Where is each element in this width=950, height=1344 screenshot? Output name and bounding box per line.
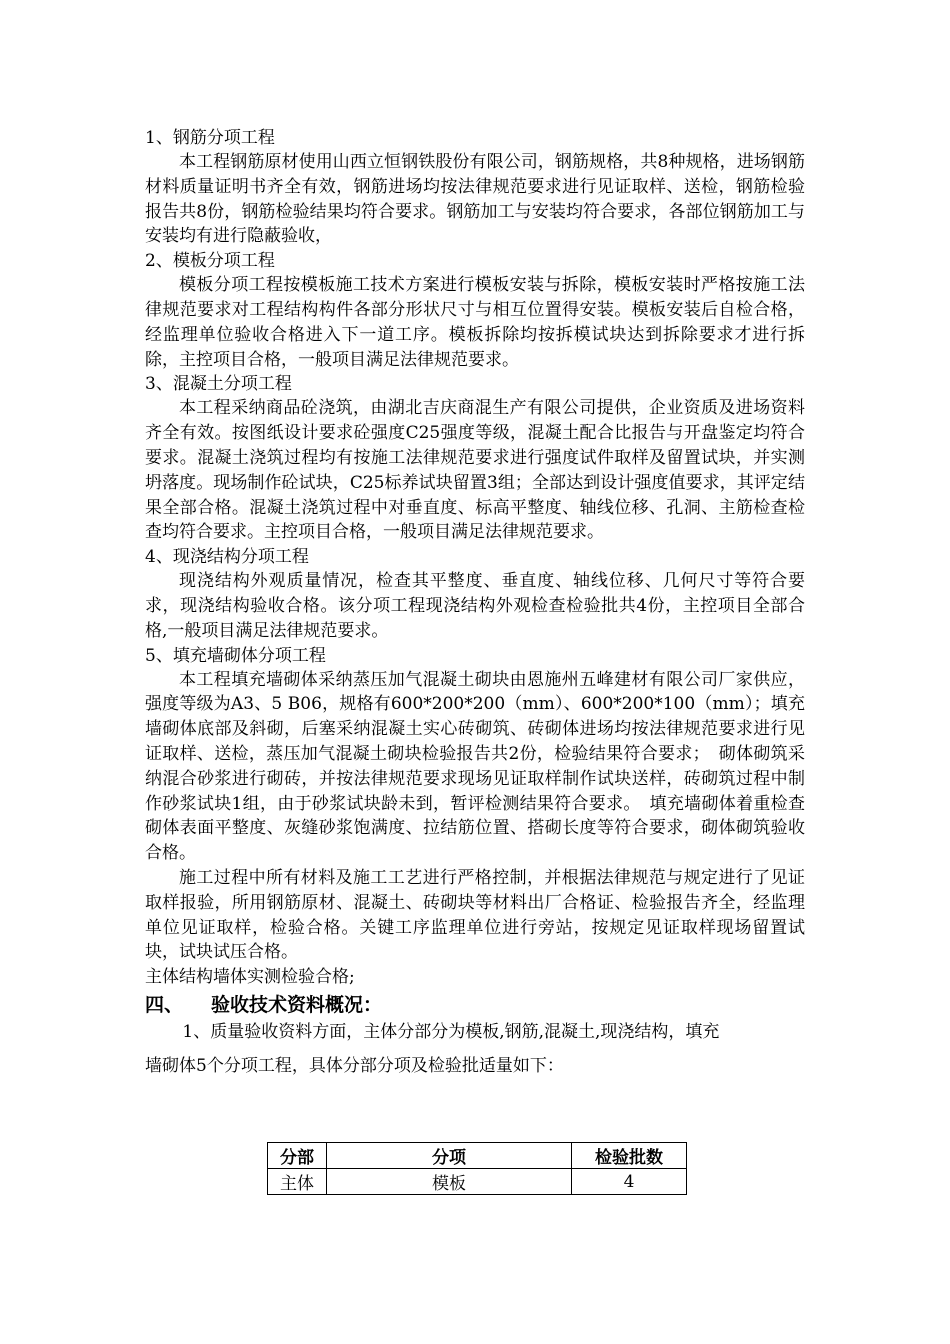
section-2-heading: 2、模板分项工程 bbox=[145, 251, 275, 272]
document-body bbox=[145, 126, 805, 1080]
section-2-text: 模板分项工程按模板施工技术方案进行模板安装与拆除，模板安装时严格按施工法律规范要求对工程结构构件各部分形状尺寸与相互位置得安装。模板安装后自检合格，经监理单位验收合格进入下一道工序。模板拆除均按拆模试块达到拆除要求才进行拆除，主控项目合格，一般项目满足法律规范要求。 bbox=[145, 275, 805, 370]
major-heading-4 bbox=[145, 992, 805, 1018]
table-row bbox=[268, 1169, 687, 1195]
section-4-text: 现浇结构外观质量情况，检查其平整度、垂直度、轴线位移、几何尺寸等符合要求，现浇结构验收合格。该分项工程现浇结构外观检查检验批共4份，主控项目全部合格,一般项目满足法律规范要求。 bbox=[145, 571, 805, 641]
table-header-cell: 检验批数 bbox=[572, 1143, 687, 1169]
section-5-text: 本工程填充墙砌体采纳蒸压加气混凝土砌块由恩施州五峰建材有限公司厂家供应，强度等级为A3、5 B06，规格有600*200*200（mm）、600*200*100（mm）；填充墙砌体底部及斜砌，后塞采纳混凝土实心砖砌筑、砖砌体进场均按法律规范要求进行见证取样、送检，蒸压加气混凝土砌块检验报告共2份，检验结果符合要求； 砌体砌筑采纳混合砂浆进行砌砖，并按法律规范要求现场见证取样制作试块送样，砖砌筑过程中制作砂浆试块1组，由于砂浆试块龄未到，暂评检测结果符合要求。 填充墙砌体着重检查砌体表面平整度、灰缝砂浆饱满度、拉结筋位置、搭砌长度等符合要求，砌体砌筑验收合格。 bbox=[145, 669, 805, 864]
table-header-cell: 分项 bbox=[327, 1143, 572, 1169]
section-4-heading: 4、现浇结构分项工程 bbox=[145, 547, 309, 568]
inspection-table bbox=[267, 1142, 687, 1195]
table-header-cell: 分部 bbox=[268, 1143, 327, 1169]
acceptance-paragraph-2: 墙砌体5个分项工程，具体分部分项及检验批适量如下： bbox=[145, 1055, 564, 1076]
table-header-row bbox=[268, 1143, 687, 1169]
section-1-text: 本工程钢筋原材使用山西立恒钢铁股份有限公司，钢筋规格，共8种规格，进场钢筋材料质量证明书齐全有效，钢筋进场均按法律规范要求进行见证取样、送检，钢筋检验报告共8份，钢筋检验结果均符合要求。钢筋加工与安装均符合要求，各部位钢筋加工与安装均有进行隐蔽验收， bbox=[145, 152, 805, 247]
acceptance-paragraph-1: 1、质量验收资料方面，主体分部分为模板,钢筋,混凝土,现浇结构，填充 bbox=[182, 1021, 720, 1042]
major-heading-number: 四、 bbox=[145, 993, 184, 1016]
table-cell: 主体 bbox=[268, 1169, 327, 1195]
section-3-text: 本工程采纳商品砼浇筑，由湖北吉庆商混生产有限公司提供，企业资质及进场资料齐全有效。按图纸设计要求砼强度C25强度等级，混凝土配合比报告与开盘鉴定均符合要求。混凝土浇筑过程均有按施工法律规范要求进行强度试件取样及留置试块，并实测坍落度。现场制作砼试块，C25标养试块留置3组；全部达到设计强度值要求，其评定结果全部合格。混凝土浇筑过程中对垂直度、标高平整度、轴线位移、孔洞、主筋检查检查均符合要求。主控项目合格，一般项目满足法律规范要求。 bbox=[145, 398, 805, 543]
table-cell: 模板 bbox=[327, 1169, 572, 1195]
summary-line: 主体结构墙体实测检验合格; bbox=[145, 967, 355, 988]
table-cell: 4 bbox=[572, 1169, 687, 1195]
section-5-heading: 5、填充墙砌体分项工程 bbox=[145, 645, 326, 666]
summary-paragraph: 施工过程中所有材料及施工工艺进行严格控制，并根据法律规范与规定进行了见证取样报验，所用钢筋原材、混凝土、砖砌块等材料出厂合格证、检验报告齐全，经监理单位见证取样，检验合格。关键工序监理单位进行旁站，按规定见证取样现场留置试块，试块试压合格。 bbox=[145, 867, 805, 963]
section-3-heading: 3、混凝土分项工程 bbox=[145, 374, 292, 395]
major-heading-title: 验收技术资料概况： bbox=[211, 993, 383, 1016]
section-1-heading: 1、钢筋分项工程 bbox=[145, 128, 275, 148]
